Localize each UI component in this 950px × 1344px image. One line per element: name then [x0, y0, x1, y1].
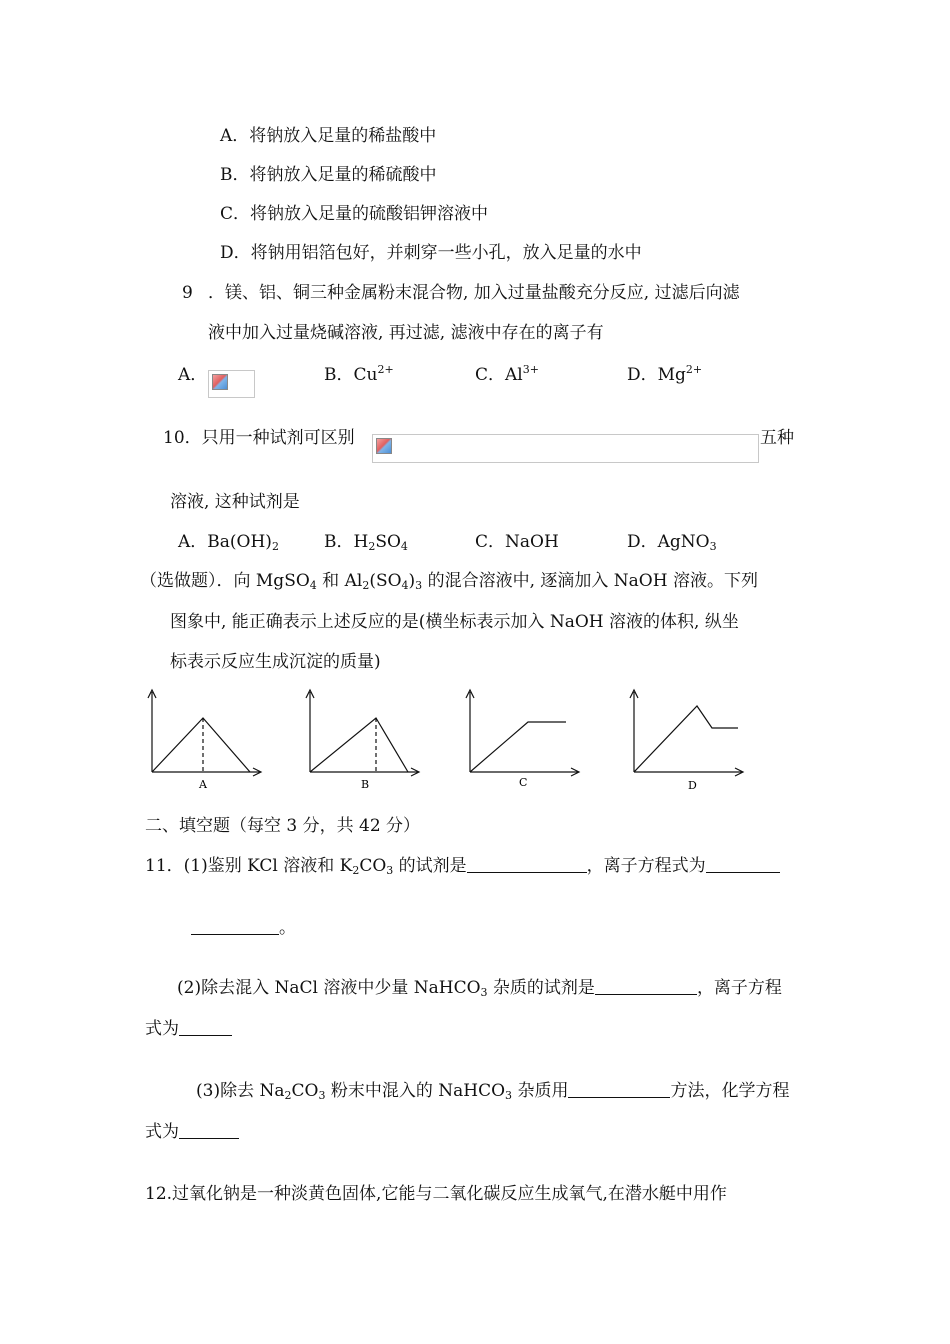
q11-part3-equation-blank[interactable]	[179, 1122, 239, 1139]
q8-option-b: B．将钠放入足量的稀硫酸中	[220, 165, 437, 185]
broken-image-icon	[212, 374, 228, 390]
q11-part1-equation-blank[interactable]	[706, 856, 780, 873]
graph-d-label: D	[688, 779, 697, 792]
q11-part1-reagent-blank[interactable]	[467, 856, 587, 873]
q11-part2-line2: 式为	[145, 1018, 232, 1040]
graph-c	[458, 686, 588, 796]
q9-option-a-image	[208, 370, 255, 398]
q11-part3-method-blank[interactable]	[568, 1081, 670, 1098]
q9-stem-line2: 液中加入过量烧碱溶液, 再过滤, 滤液中存在的离子有	[208, 323, 604, 343]
elective-stem-line2: 图象中, 能正确表示上述反应的是(横坐标表示加入 NaOH 溶液的体积, 纵坐	[170, 612, 739, 632]
elective-stem-line3: 标表示反应生成沉淀的质量)	[170, 652, 381, 672]
graph-b	[298, 686, 428, 796]
q11-part3-line2: 式为	[145, 1121, 239, 1143]
q9-stem-line1: ．镁、铝、铜三种金属粉末混合物, 加入过量盐酸充分反应, 过滤后向滤	[208, 283, 740, 303]
q9-number: 9	[182, 283, 193, 303]
q10-stem-lead: 10．只用一种试剂可区别	[163, 428, 355, 448]
elective-stem-line1: （选做题）．向 MgSO$_4$ 和 $Al_2(SO_4)_3$ 的混合溶液中, 逐滴加入 NaOH 溶液。下列	[140, 571, 758, 592]
q11-part3-line1: (3)除去 $Na_2CO_3$ 粉末中混入的 NaHCO$_3$ 杂质用 方法，化学方程	[196, 1081, 790, 1102]
graph-d	[622, 686, 752, 796]
q8-option-c: C．将钠放入足量的硫酸铝钾溶液中	[220, 204, 489, 224]
q9-option-d: D．$Mg^{2+}$	[627, 363, 703, 385]
q10-option-c: C．NaOH	[475, 532, 559, 552]
q10-solutions-image	[372, 434, 759, 463]
q10-stem-tail: 五种	[760, 428, 794, 448]
graph-a-label: A	[199, 778, 207, 791]
graph-a-curve	[152, 718, 250, 772]
section-2-heading: 二、填空题（每空 3 分，共 42 分）	[145, 816, 421, 836]
q11-part1-line2: 。	[191, 917, 296, 939]
graph-c-curve	[470, 722, 566, 772]
q10-option-a: A．$Ba(OH)_2$	[178, 532, 279, 553]
graph-b-label: B	[361, 778, 370, 791]
q11-part2-line1: (2)除去混入 NaCl 溶液中少量 NaHCO$_3$ 杂质的试剂是 ，离子方程	[177, 978, 782, 999]
q8-option-a: A．将钠放入足量的稀盐酸中	[220, 126, 437, 146]
q9-option-a: A．	[178, 365, 208, 385]
q11-part2-reagent-blank[interactable]	[595, 978, 697, 995]
q11-part2-equation-blank[interactable]	[179, 1019, 232, 1036]
q11-part1-line1: 11．(1)鉴别 KCl 溶液和 $K_2CO_3$ 的试剂是 ，离子方程式为	[145, 855, 780, 877]
graph-c-label: C	[519, 776, 528, 789]
q9-option-c: C．$Al^{3+}$	[475, 363, 539, 385]
q12-stem-line1: 12.过氧化钠是一种淡黄色固体,它能与二氧化碳反应生成氧气,在潜水艇中用作	[145, 1184, 727, 1204]
broken-image-icon	[376, 438, 392, 454]
q8-option-d: D．将钠用铝箔包好，并刺穿一些小孔，放入足量的水中	[220, 243, 642, 263]
graph-b-curve	[310, 718, 408, 772]
q10-stem-line2: 溶液, 这种试剂是	[170, 492, 300, 512]
q11-part1-equation-blank-continued[interactable]	[191, 918, 279, 935]
q10-option-d: D．AgNO$_3$	[627, 532, 717, 553]
graph-d-curve	[634, 706, 738, 772]
q10-option-b: B．$H_2SO_4$	[324, 532, 408, 553]
graph-a	[140, 686, 270, 796]
q9-option-b: B．$Cu^{2+}$	[324, 363, 394, 385]
